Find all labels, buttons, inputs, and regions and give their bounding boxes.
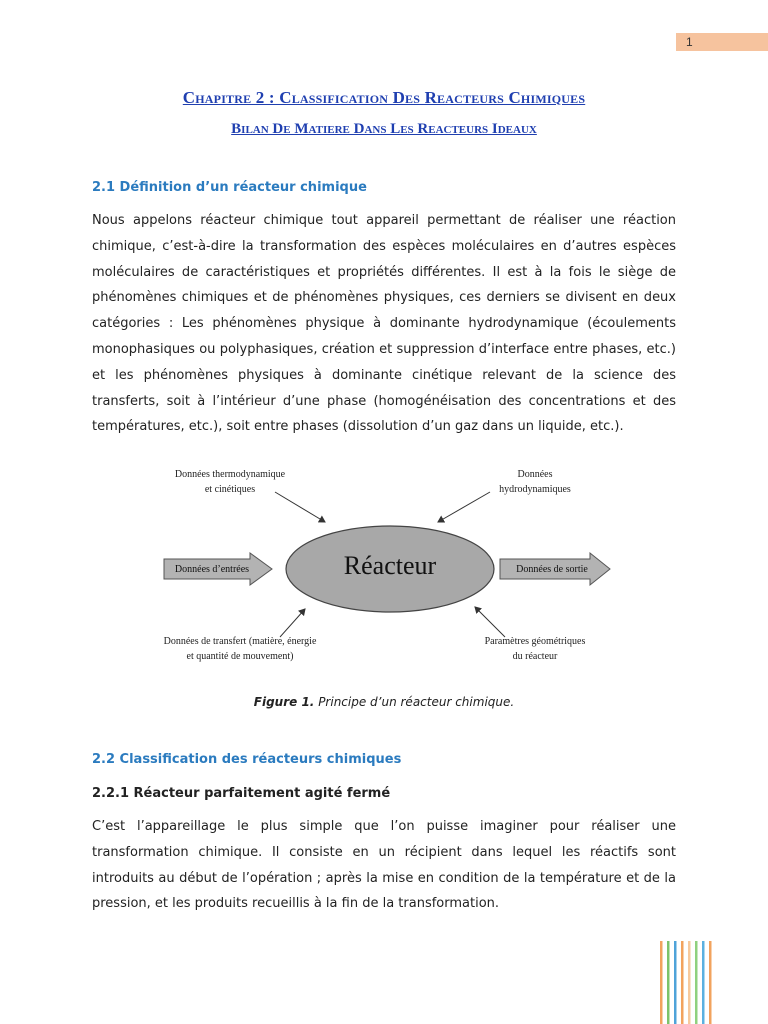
figure-caption-label: Figure 1. (253, 695, 315, 709)
figure-caption-text: Principe d’un réacteur chimique. (314, 695, 515, 709)
hydro-label-line2: hydrodynamiques (499, 484, 571, 495)
transfer-label-line1: Données de transfert (matière, énergie (163, 636, 317, 647)
thermo-label-line1: Données thermodynamique (174, 469, 286, 480)
page-number: 1 (686, 35, 693, 49)
decorative-stripes (655, 941, 715, 1024)
section-heading-classification: 2.2 Classification des réacteurs chimiques (92, 752, 402, 767)
geom-label-line2: du réacteur (512, 651, 558, 662)
page-number-badge (676, 33, 768, 51)
transfer-label-line2: et quantité de mouvement) (186, 651, 294, 662)
output-label: Données de sortie (516, 564, 588, 575)
transfer-arrow (280, 609, 305, 637)
input-label: Données d’entrées (174, 564, 250, 575)
hydro-label (460, 467, 610, 497)
transfer-label (140, 634, 340, 664)
chapter-title: Chapitre 2 : Classification Des Reacteurs Chimiques (182, 88, 586, 107)
section-heading-definition: 2.1 Définition d’un réacteur chimique (92, 180, 367, 195)
hydro-label-line1: Données (517, 469, 553, 480)
batch-reactor-paragraph: C’est l’appareillage le plus simple que l’on puisse imaginer pour réaliser une transformation chimique. Il consiste en un récipient dans lequel les réactifs sont introduits au début de l’opération ; après la mise en condition de la température et de la pression, et les produits recueillis à la fin de la transformation. (92, 819, 676, 912)
thermo-label (150, 467, 310, 497)
geom-label-line1: Paramètres géométriques (484, 636, 586, 647)
reactor-diagram (150, 462, 620, 677)
figure-caption (0, 695, 768, 709)
definition-paragraph: Nous appelons réacteur chimique tout appareil permettant de réaliser une réaction chimique, c’est-à-dire la transformation des espèces moléculaires en d’autres espèces moléculaires de caractéristiques et propriétés différentes. Il est à la fois le siège de phénomènes chimiques et de phénomènes physiques, ces derniers se divisent en deux catégories : Les phénomènes physique à dominante hydrodynamique (écoulements monophasiques ou polyphasiques, création et suppression d’interface entre phases, etc.) et les phénomènes physiques à dominante cinétique relevant de la science des transferts, soit à l’intérieur d’une phase (homogénéisation des concentrations et des températures, etc.), soit entre phases (dissolution d’un gaz dans un liquide, etc.). (92, 213, 676, 435)
geom-label (465, 634, 605, 664)
thermo-label-line2: et cinétiques (204, 484, 256, 495)
subsection-heading-batch-reactor: 2.2.1 Réacteur parfaitement agité fermé (92, 786, 391, 801)
geom-arrow (475, 607, 505, 637)
chapter-subtitle: Bilan De Matiere Dans Les Reacteurs Ideaux (231, 121, 537, 137)
reactor-label: Réacteur (343, 551, 437, 580)
